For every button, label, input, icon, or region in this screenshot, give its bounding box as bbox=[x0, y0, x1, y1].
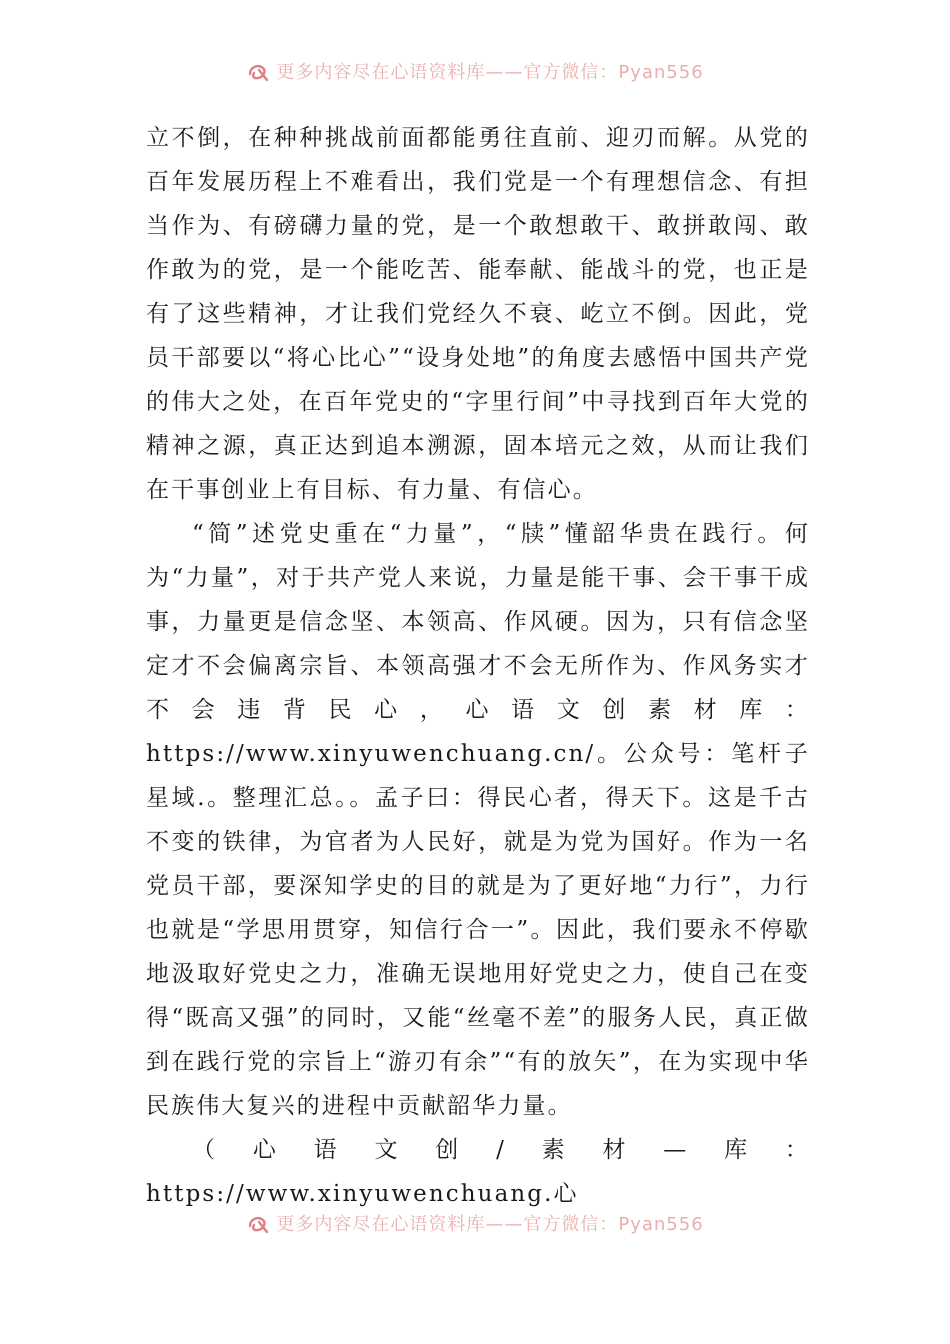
paragraph-1: 立不倒，在种种挑战前面都能勇往直前、迎刃而解。从党的百年发展历程上不难看出，我们党是一个有理想信念、有担当作为、有磅礴力量的党，是一个敢想敢干、敢拼敢闯、敢作敢为的党，是一个能吃苦、能奉献、能战斗的党，也正是有了这些精神，才让我们党经久不衰、屹立不倒。因此，党员干部要以“将心比心”“设身处地”的角度去感悟中国共产党的伟大之处，在百年党史的“字里行间”中寻找到百年大党的精神之源，真正达到追本溯源，固本培元之效，从而让我们在干事创业上有目标、有力量、有信心。 bbox=[146, 125, 810, 503]
header-watermark bbox=[0, 58, 950, 84]
watermark-logo-icon bbox=[246, 1212, 270, 1236]
footer-watermark-text: 更多内容尽在心语资料库——官方微信：Pyan556 bbox=[276, 1214, 704, 1235]
header-watermark-text: 更多内容尽在心语资料库——官方微信：Pyan556 bbox=[276, 62, 704, 83]
document-body bbox=[146, 116, 810, 1216]
footer-watermark bbox=[0, 1210, 950, 1236]
paragraph-3: （心语文创/素材—库：https://www.xinyuwenchuang.心 bbox=[146, 1137, 810, 1207]
watermark-logo-icon bbox=[246, 60, 270, 84]
paragraph-2: “简”述党史重在“力量”，“牍”懂韶华贵在践行。何为“力量”，对于共产党人来说，力量是能干事、会干事干成事，力量更是信念坚、本领高、作风硬。因为，只有信念坚定才不会偏离宗旨、本领高强才不会无所作为、作风务实才不会违背民心，心语文创素材库：https://www.xinyuwenchuang.cn/。公众号：笔杆子星域.。整理汇总。。孟子曰：得民心者，得天下。这是千古不变的铁律，为官者为人民好，就是为党为国好。作为一名党员干部，要深知学史的目的就是为了更好地“力行”，力行也就是“学思用贯穿，知信行合一”。因此，我们要永不停歇地汲取好党史之力，准确无误地用好党史之力，使自己在变得“既高又强”的同时，又能“丝毫不差”的服务人民，真正做到在践行党的宗旨上“游刃有余”“有的放矢”，在为实现中华民族伟大复兴的进程中贡献韶华力量。 bbox=[146, 521, 810, 1119]
